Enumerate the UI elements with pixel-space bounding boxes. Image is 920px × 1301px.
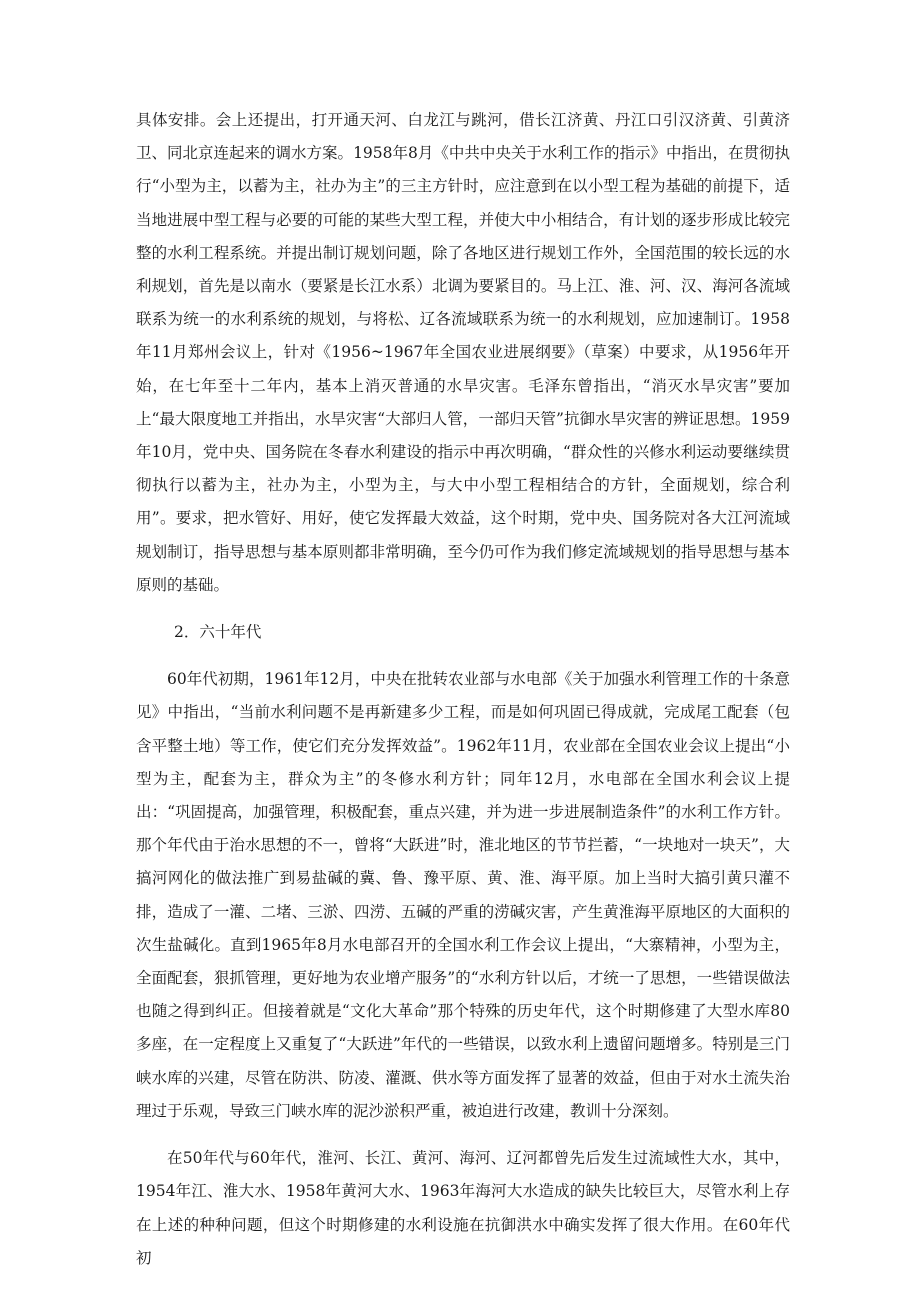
paragraph-floods: 在50年代与60年代，淮河、长江、黄河、海河、辽河都曾先后发生过流域性大水，其中，1954年江、淮大水、1958年黄河大水、1963年海河大水造成的缺失比较巨大，尽管水利上存在上述的种种问题，但这个时期修建的水利设施在抗御洪水中确实发挥了很大作用。在60年代初 xyxy=(136,1149,790,1267)
section-heading-sixties: 2．六十年代 xyxy=(174,623,262,642)
paragraph-continuation: 具体安排。会上还提出，打开通天河、白龙江与跳河，借长江济黄、丹江口引汉济黄、引黄济卫、同北京连起来的调水方案。1958年8月《中共中央关于水利工作的指示》中指出，在贯彻执行“小型为主，以蓄为主，社办为主”的三主方针时，应注意到在以小型工程为基础的前提下，适当地进展中型工程与必要的可能的某些大型工程，并使大中小相结合，有计划的逐步形成比较完整的水利工程系统。并提出制订规划问题，除了各地区进行规划工作外，全国范围的较长远的水利规划，首先是以南水（要紧是长江水系）北调为要紧目的。马上江、淮、河、汉、海河各流域联系为统一的水利系统的规划，与将松、辽各流域联系为统一的水利规划，应加速制订。1958年11月郑州会议上，针对《1956~1967年全国农业进展纲要》（草案）中要求，从1956年开始，在七年至十二年内，基本上消灭普通的水旱灾害。毛泽东曾指出，“消灭水旱灾害”要加上“最大限度地工并指出，水旱灾害“大部归人管，一部归天管”抗御水旱灾害的辨证思想。1959年10月，党中央、国务院在冬春水利建设的指示中再次明确，“群众性的兴修水利运动要继续贯彻执行以蓄为主，社办为主，小型为主，与大中小型工程相结合的方针，全面规划，综合利用”。要求，把水管好、用好，使它发挥最大效益，这个时期，党中央、国务院对各大江河流域规划制订，指导思想与基本原则都非常明确，至今仍可作为我们修定流域规划的指导思想与基本原则的基础。 xyxy=(136,111,790,594)
paragraph-sixties-policy: 60年代初期，1961年12月，中央在批转农业部与水电部《关于加强水利管理工作的十条意见》中指出，“当前水利问题不是再新建多少工程，而是如何巩固已得成就，完成尾工配套（包含平整土地）等工作，使它们充分发挥效益”。1962年11月，农业部在全国农业会议上提出“小型为主，配套为主，群众为主”的冬修水利方针；同年12月，水电部在全国水利会议上提出：“巩固提高，加强管理，积极配套，重点兴建，并为进一步进展制造条件”的水利工作方针。那个年代由于治水思想的不一，曾将“大跃进”时，淮北地区的节节拦蓄，“一块地对一块天”，大搞河网化的做法推广到易盐碱的冀、鲁、豫平原、黄、淮、海平原。加上当时大搞引黄只灌不排，造成了一灌、二堵、三淤、四涝、五碱的严重的涝碱灾害，产生黄淮海平原地区的大面积的次生盐碱化。直到1965年8月水电部召开的全国水利工作会议上提出，“大寨精神，小型为主，全面配套，狠抓管理，更好地为农业增产服务”的“水利方针以后，才统一了思想，一些错误做法也随之得到纠正。但接着就是“文化大革命”那个特殊的历史年代，这个时期修建了大型水库80多座，在一定程度上又重复了“大跃进”年代的一些错误，以致水利上遗留问题增多。特别是三门峡水库的兴建，尽管在防洪、防凌、灌溉、供水等方面发挥了显著的效益，但由于对水土流失治理过于乐观，导致三门峡水库的泥沙淤积严重，被迫进行改建，教训十分深刻。 xyxy=(136,670,790,1120)
document-page xyxy=(136,104,790,1275)
